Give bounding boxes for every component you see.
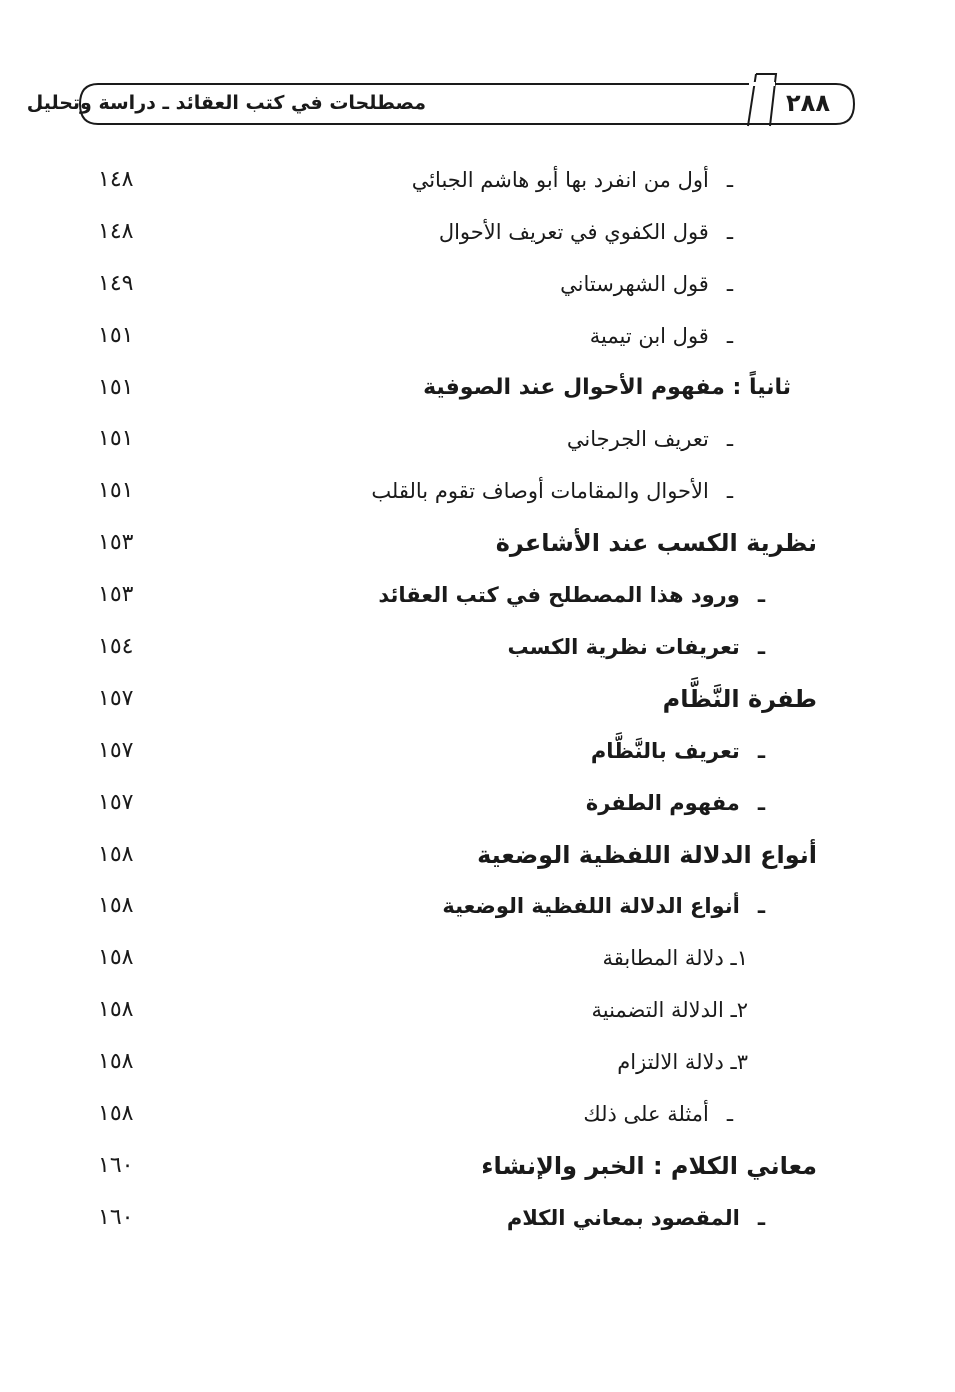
toc-entry — [0, 260, 955, 312]
entry-page-number: ١٤٨ — [98, 167, 134, 192]
entry-label: أنواع الدلالة اللفظية الوضعية — [477, 840, 817, 869]
entry-page-number: ١٥٧ — [98, 789, 134, 815]
entry-page-number: ١٥١ — [98, 374, 134, 400]
entry-dash: ـ — [726, 271, 733, 296]
entry-page-number: ١٥٤ — [98, 634, 134, 660]
entry-dash: ـ — [757, 738, 765, 763]
entry-page-number: ١٥٨ — [98, 841, 134, 867]
entry-page-number: ١٥٧ — [98, 685, 134, 711]
entry-title — [586, 779, 765, 831]
entry-dash: ـ — [726, 427, 733, 452]
entry-dash: ـ — [726, 1102, 733, 1127]
toc-chapter-heading — [0, 519, 955, 571]
entry-dash: ـ — [726, 219, 733, 244]
toc-entry — [0, 571, 955, 623]
toc-chapter-heading — [0, 831, 955, 883]
entry-page-number: ١٤٨ — [98, 218, 134, 244]
entry-label: أنواع الدلالة اللفظية الوضعية — [442, 894, 740, 919]
entry-title — [439, 208, 733, 260]
entry-page-number: ١٥٧ — [98, 737, 134, 763]
entry-page-number: ١٥١ — [98, 322, 134, 348]
page-number: ٢٨٨ — [786, 89, 830, 117]
entry-page-number: ١٥١ — [98, 426, 134, 452]
entry-page-number: ١٥٣ — [98, 530, 134, 556]
entry-label: ورود هذا المصطلح في كتب العقائد — [378, 583, 740, 608]
toc-entry — [0, 882, 955, 934]
entry-title — [560, 260, 733, 312]
entry-title — [442, 882, 765, 934]
entry-dash: ـ — [726, 168, 733, 192]
entry-label: ٣ـ دلالة الالتزام — [617, 1050, 748, 1075]
entry-title — [412, 156, 733, 208]
entry-label: الأحوال والمقامات أوصاف تقوم بالقلب — [371, 479, 709, 504]
toc-numbered-entry — [0, 934, 955, 986]
toc-numbered-entry — [0, 1038, 955, 1090]
running-header — [26, 82, 856, 126]
entry-label: المقصود بمعاني الكلام — [506, 1205, 740, 1230]
entry-dash: ـ — [757, 894, 765, 919]
entry-label: نظرية الكسب عند الأشاعرة — [495, 529, 817, 558]
toc-entry — [0, 312, 955, 364]
toc-chapter-heading — [0, 675, 955, 727]
entry-page-number: ١٥٨ — [98, 945, 134, 971]
entry-dash: ـ — [757, 1205, 765, 1230]
entry-title — [567, 415, 733, 467]
toc-entry — [0, 156, 955, 208]
entry-page-number: ١٥٨ — [98, 893, 134, 919]
entry-title — [481, 1142, 817, 1194]
entry-title — [423, 364, 791, 416]
entry-title — [496, 519, 817, 571]
entry-label: قول الكفوي في تعريف الأحوال — [438, 219, 709, 244]
toc-entry — [0, 467, 955, 519]
entry-page-number: ١٥٨ — [98, 1101, 134, 1127]
table-of-contents — [0, 156, 955, 1246]
toc-entry — [0, 779, 955, 831]
entry-title — [507, 623, 765, 675]
entry-label: أول من انفرد بها أبو هاشم الجبائي — [411, 168, 709, 192]
entry-label: تعريف بالنَّظَّام — [590, 738, 740, 763]
entry-page-number: ١٥٨ — [98, 1049, 134, 1075]
entry-label: قول الشهرستاني — [560, 271, 709, 296]
entry-label: ١ـ دلالة المطابقة — [602, 946, 748, 971]
entry-dash: ـ — [757, 583, 765, 608]
entry-label: قول ابن تيمية — [589, 323, 709, 348]
entry-label: مفهوم الطفرة — [585, 790, 740, 815]
toc-entry — [0, 415, 955, 467]
entry-page-number: ١٥١ — [98, 478, 134, 504]
entry-title — [583, 1090, 733, 1142]
entry-page-number: ١٤٩ — [98, 270, 134, 296]
entry-title — [507, 1194, 765, 1246]
entry-title — [477, 831, 817, 883]
entry-title — [663, 675, 817, 727]
entry-label: طفرة النَّظَّام — [662, 684, 817, 713]
toc-entry — [0, 1090, 955, 1142]
toc-entry — [0, 727, 955, 779]
toc-entry — [0, 623, 955, 675]
entry-title — [617, 1038, 748, 1090]
toc-entry — [0, 208, 955, 260]
entry-title — [371, 467, 733, 519]
toc-chapter-heading — [0, 1142, 955, 1194]
book-title: مصطلحات في كتب العقائد ـ دراسة وتحليل — [26, 92, 426, 114]
entry-title — [378, 571, 765, 623]
entry-title — [591, 986, 748, 1038]
entry-label: تعريف الجرجاني — [566, 427, 709, 452]
entry-label: أمثلة على ذلك — [583, 1102, 709, 1127]
entry-page-number: ١٦٠ — [98, 1204, 134, 1230]
entry-dash: ـ — [726, 323, 733, 348]
entry-dash: ـ — [726, 479, 733, 504]
entry-label: معاني الكلام : الخبر والإنشاء — [481, 1151, 817, 1180]
entry-page-number: ١٥٨ — [98, 997, 134, 1023]
entry-dash: ـ — [757, 635, 765, 660]
entry-label: ٢ـ الدلالة التضمنية — [591, 998, 748, 1023]
toc-numbered-entry — [0, 986, 955, 1038]
toc-subsection — [0, 364, 955, 416]
toc-entry — [0, 1194, 955, 1246]
entry-label: ثانياً : مفهوم الأحوال عند الصوفية — [423, 374, 791, 400]
entry-title — [590, 312, 733, 364]
entry-label: تعريفات نظرية الكسب — [507, 635, 740, 660]
entry-page-number: ١٥٣ — [98, 582, 134, 608]
entry-dash: ـ — [757, 790, 765, 815]
entry-title — [591, 727, 765, 779]
entry-title — [603, 934, 749, 986]
entry-page-number: ١٦٠ — [98, 1152, 134, 1178]
